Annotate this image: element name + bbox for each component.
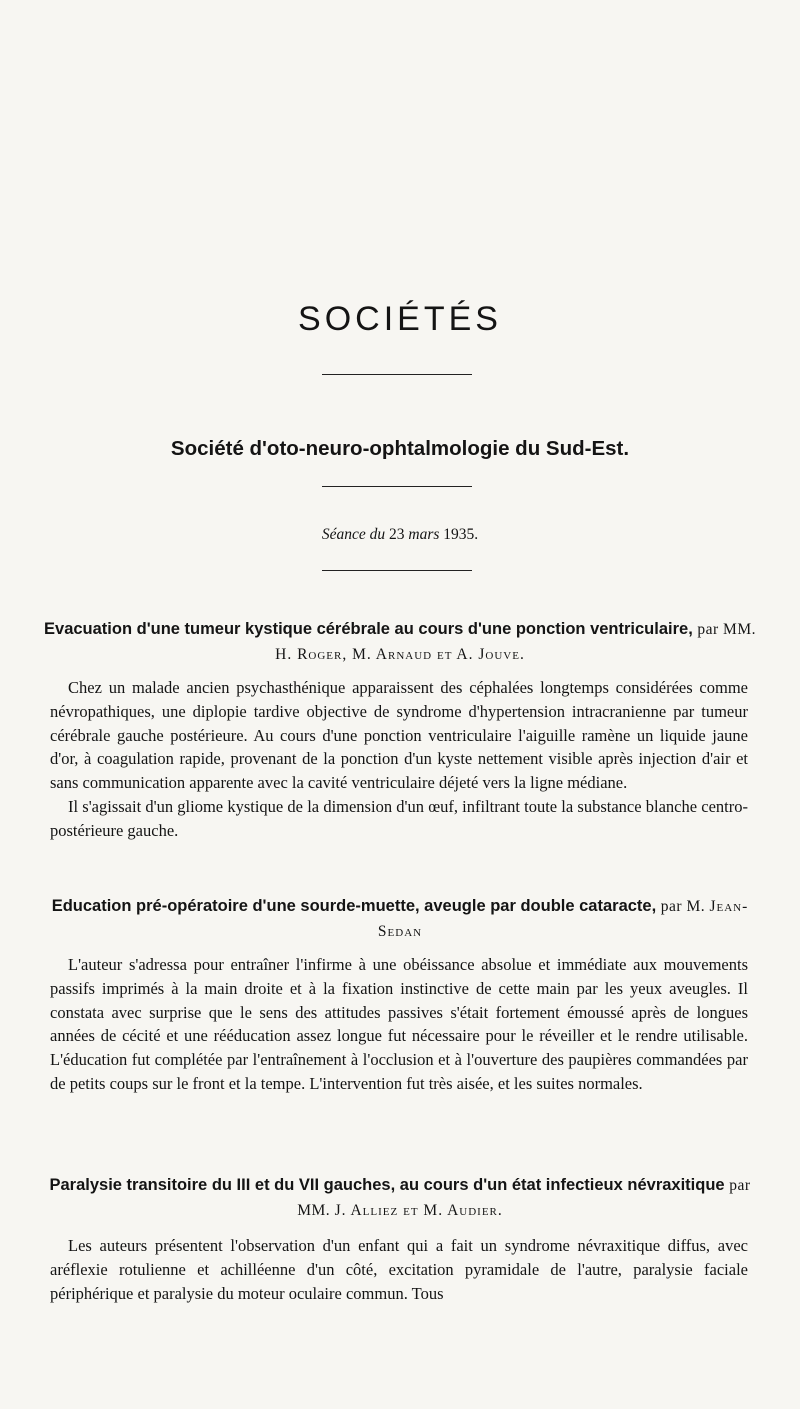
paragraph: Il s'agissait d'un gliome kystique de la dimension d'un œuf, infiltrant toute la substance blanche centro-postérieure gauche. [50, 796, 748, 840]
paragraph: Chez un malade ancien psychasthénique apparaissent des céphalées longtemps considérées comme névropathiques, une diplopie tardive objective de syndrome d'hypertension intracranienne par tumeur cérébrale gauche postérieure. Au cours d'une ponction ventriculaire l'aiguille ramène un liquide jaune d'or, à coagulation rapide, provenant de la ponction d'un kyste nettement visible après injection d'air et sans communication apparente avec la cavité ventriculaire déjeté vers la ligne médiane. [50, 678, 748, 793]
divider-rule [322, 570, 472, 571]
seance-prefix: Séance du [321, 526, 386, 543]
seance-date [0, 526, 800, 544]
seance-day: 23 [389, 526, 405, 543]
article-title [44, 1173, 756, 1223]
author-names: H. Roger, M. Arnaud et A. Jouve. [275, 646, 525, 663]
seance-year: 1935. [443, 526, 479, 543]
society-title: Société d'oto-neuro-ophtalmologie du Sud-Est. [170, 437, 630, 460]
article-by: par MM. [697, 621, 756, 638]
seance-month: mars [408, 526, 440, 543]
divider-rule [322, 374, 472, 375]
paragraph: L'auteur s'adressa pour entraîner l'infirme à une obéissance absolue et immédiate aux mouvements passifs imprimés à la main droite et à la fixation instinctive de cette main par les yeux aveugles. Il constata avec surprise que le sens des attitudes passives s'était fortement émoussé après de longues années de cécité et une rééducation assez longue fut nécessaire pour le réveiller et le rendre utilisable. L'éducation fut complétée par l'entraînement à l'occlusion et à l'ouverture des paupières commandées par de petits coups sur le front et la tempe. L'intervention fut très aisée, et les suites normales. [50, 955, 748, 1093]
article-by: par MM. [297, 1177, 751, 1219]
article-title [44, 617, 756, 667]
divider-rule [322, 486, 472, 487]
article-title-text: Education pré-opératoire d'une sourde-muette, aveugle par double cataracte, [51, 897, 657, 915]
article-title-text: Evacuation d'une tumeur kystique cérébrale au cours d'une ponction ventriculaire, [44, 620, 693, 638]
article-title [44, 894, 756, 944]
author-names: J. Alliez et M. Audier. [334, 1202, 503, 1219]
article-title-text: Paralysie transitoire du III et du VII gauches, au cours d'un état infectieux névraxitique [49, 1176, 725, 1194]
author-names: Jean-Sedan [377, 898, 749, 940]
article-body [50, 676, 748, 843]
article-by: par M. [660, 898, 706, 915]
paragraph: Les auteurs présentent l'observation d'un enfant qui a fait un syndrome névraxitique diffus, avec aréflexie rotulienne et achilléenne d'un côté, excitation pyramidale de l'autre, paralysie faciale périphérique et paralysie du moteur oculaire commun. Tous [50, 1236, 748, 1303]
article-body [50, 1234, 748, 1305]
article-body [50, 953, 748, 1096]
section-title: SOCIÉTÉS [298, 300, 502, 338]
